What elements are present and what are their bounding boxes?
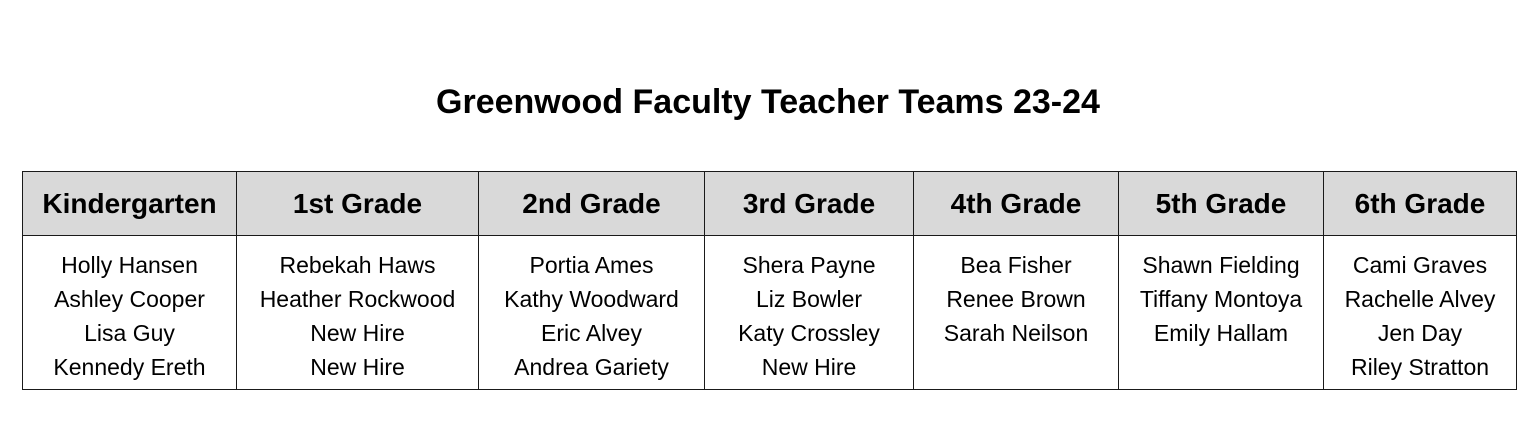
teacher-name: Renee Brown (946, 286, 1086, 312)
teachers-row (23, 236, 1517, 390)
teacher-name: Bea Fisher (960, 252, 1072, 278)
teacher-name: New Hire (761, 354, 857, 380)
teacher-name: Cami Graves (1352, 252, 1488, 278)
teacher-name: Shera Payne (742, 252, 876, 278)
header-row (23, 172, 1517, 236)
teacher-name: Sarah Neilson (943, 320, 1089, 346)
column-header-kindergarten: Kindergarten (23, 172, 237, 236)
page-title: Greenwood Faculty Teacher Teams 23-24 (436, 83, 1100, 121)
teacher-name: New Hire (310, 354, 405, 380)
teachers-cell-1st-grade (237, 236, 479, 390)
teachers-cell-3rd-grade (705, 236, 914, 390)
teachers-cell-4th-grade (914, 236, 1119, 390)
teacher-name: Ashley Cooper (54, 286, 205, 312)
teacher-name: Andrea Gariety (514, 354, 669, 380)
teacher-name: Jen Day (1377, 320, 1463, 346)
teacher-name: Emily Hallam (1153, 320, 1289, 346)
teacher-name: Portia Ames (529, 252, 654, 278)
column-header-4th-grade: 4th Grade (914, 172, 1119, 236)
teacher-name: Lisa Guy (84, 320, 175, 346)
teacher-name: Riley Stratton (1350, 354, 1490, 380)
column-header-3rd-grade: 3rd Grade (705, 172, 914, 236)
teacher-name: Shawn Fielding (1142, 252, 1300, 278)
teacher-name: Eric Alvey (541, 320, 642, 346)
column-header-1st-grade: 1st Grade (237, 172, 479, 236)
teacher-name: Rebekah Haws (279, 252, 436, 278)
teacher-name: Kathy Woodward (504, 286, 679, 312)
column-header-2nd-grade: 2nd Grade (479, 172, 705, 236)
teacher-name: New Hire (310, 320, 405, 346)
column-header-5th-grade: 5th Grade (1119, 172, 1324, 236)
teacher-name: Kennedy Ereth (53, 354, 206, 380)
teacher-name: Tiffany Montoya (1139, 286, 1303, 312)
teacher-teams-table (22, 171, 1517, 390)
teachers-cell-6th-grade (1324, 236, 1517, 390)
teacher-name: Rachelle Alvey (1344, 286, 1496, 312)
column-header-6th-grade: 6th Grade (1324, 172, 1517, 236)
teachers-cell-5th-grade (1119, 236, 1324, 390)
teacher-name: Katy Crossley (738, 320, 880, 346)
teacher-name: Liz Bowler (755, 286, 863, 312)
teachers-cell-2nd-grade (479, 236, 705, 390)
teacher-name: Heather Rockwood (259, 286, 456, 312)
teacher-name: Holly Hansen (61, 252, 198, 278)
teachers-cell-kindergarten (23, 236, 237, 390)
